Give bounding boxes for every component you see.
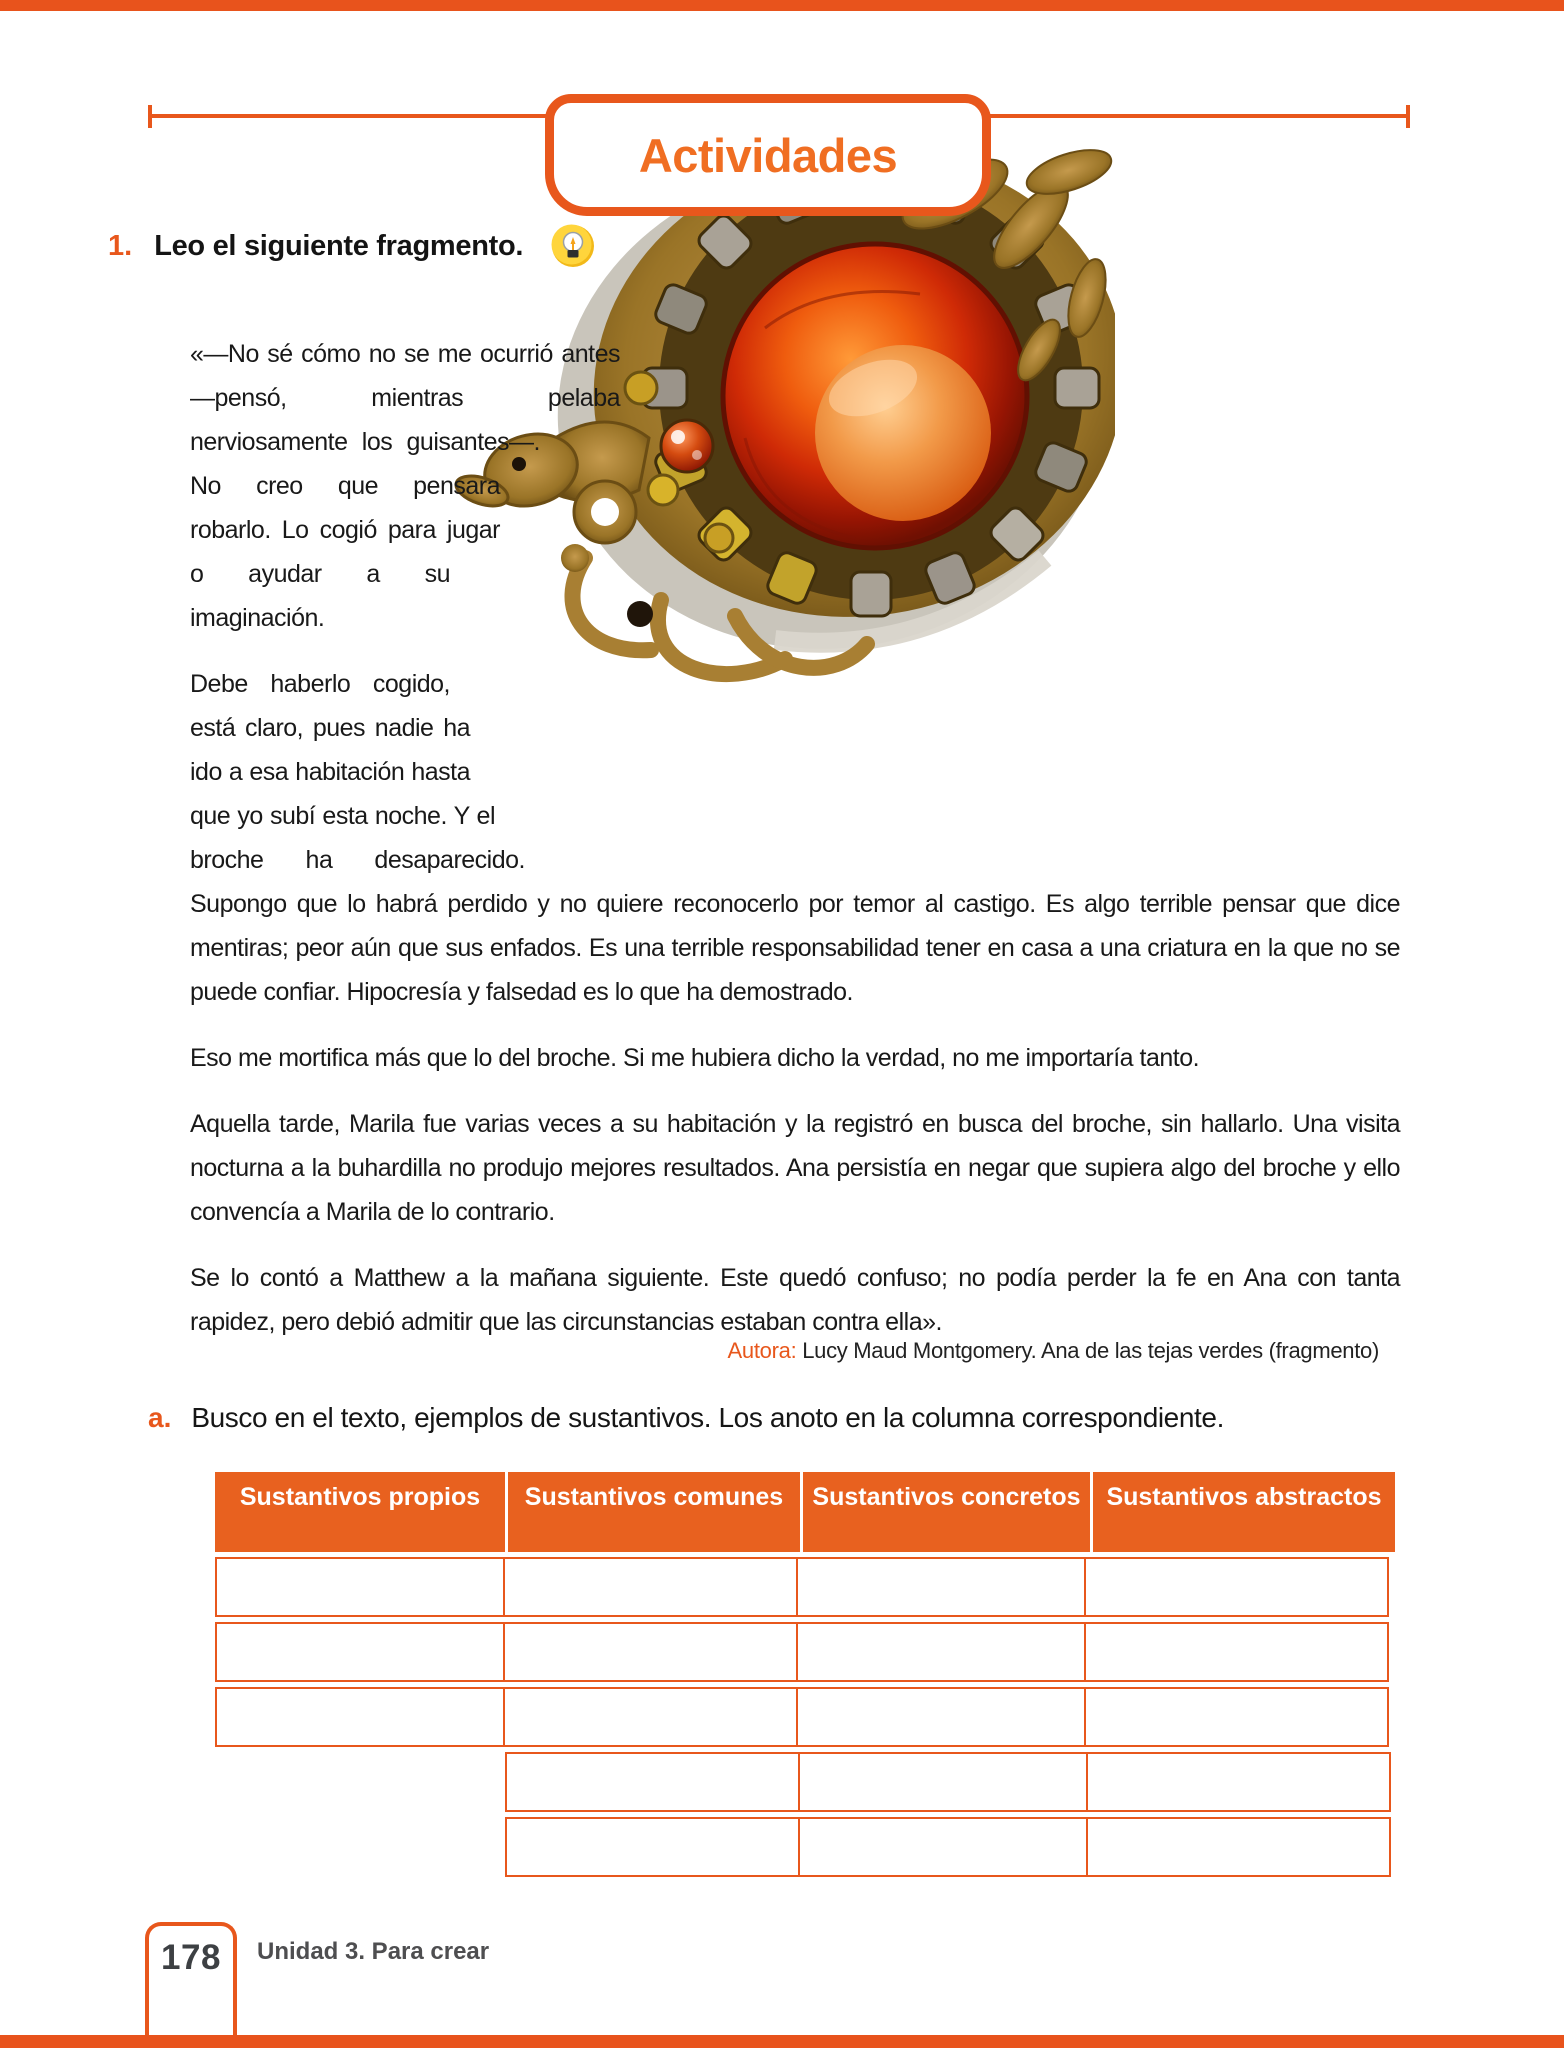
unit-label: Unidad 3. Para crear <box>257 1938 490 1965</box>
table-cell-empty <box>1086 1817 1391 1877</box>
fragment-paragraph: Aquella tarde, Marila fue varias veces a su habitación y la registró en busca del broche, sin hallarlo. Una visita nocturna a la buhardilla no produjo mejores resultados. Ana persistía en negar que supiera algo del broche y ello convencía a Marila de lo contrario. <box>190 1110 1400 1226</box>
text-wrap-spacer <box>470 664 1400 752</box>
activity-1 <box>108 224 595 268</box>
table-cell-empty <box>798 1752 1088 1812</box>
table-row <box>505 1752 1395 1812</box>
table-cell-empty <box>796 1687 1086 1747</box>
table-header-cell: Sustantivos concretos <box>800 1472 1090 1552</box>
sustantivos-table <box>215 1472 1395 1877</box>
table-cell-empty <box>215 1557 505 1617</box>
table-row <box>215 1687 1395 1747</box>
table-cell-empty <box>505 1817 800 1877</box>
fragment-paragraph: Debe haberlo cogido, está claro, pues nadie ha ido a esa habitación hasta que yo subí esta noche. Y el broche ha desaparecido. Supongo que lo habrá perdido y no quiere reconocerlo por temor al castigo. Es algo terrible pensar que dice mentiras; peor aún que sus enfados. Es una terrible responsabilidad tener en casa a una criatura en la que no se puede confiar. Hipocresía y falsedad es lo que ha demostrado. <box>190 670 1400 1006</box>
table-header-row <box>215 1472 1395 1552</box>
table-cell-empty <box>503 1622 798 1682</box>
lightbulb-icon <box>551 224 595 268</box>
table-cell-empty <box>505 1752 800 1812</box>
table-header-cell: Sustantivos abstractos <box>1090 1472 1395 1552</box>
text-wrap-spacer <box>495 752 1400 796</box>
table-header-cell: Sustantivos comunes <box>505 1472 800 1552</box>
table-cell-empty <box>503 1687 798 1747</box>
fragment-paragraph: «—No sé cómo no se me ocurrió antes —pensó, mientras pelaba nerviosamente los guisantes—. No creo que pensara robarlo. Lo cogió para jugar o ayudar a su imaginación. <box>190 340 620 632</box>
rule-left-tick <box>148 105 152 128</box>
table-cell-empty <box>1084 1557 1389 1617</box>
rule-right-tick <box>1406 105 1410 128</box>
reading-fragment <box>190 332 1400 1366</box>
section-title: Actividades <box>638 128 898 182</box>
text-wrap-spacer <box>450 552 1400 664</box>
fragment-paragraph: Eso me mortifica más que lo del broche. Si me hubiera dicho la verdad, no me importaría tanto. <box>190 1044 1200 1072</box>
bottom-edge-strip <box>0 2035 1564 2048</box>
table-cell-empty <box>1084 1622 1389 1682</box>
table-cell-empty <box>796 1622 1086 1682</box>
table-cell-empty <box>798 1817 1088 1877</box>
fragment-paragraph: Se lo contó a Matthew a la mañana siguiente. Este quedó confuso; no podía perder la fe en Ana con tanta rapidez, pero debió admitir que las circunstancias estaban contra ella». <box>190 1264 1400 1336</box>
table-cell-empty <box>1084 1687 1389 1747</box>
attribution <box>728 1338 1379 1364</box>
activity-a-letter: a. <box>148 1402 172 1433</box>
table-row <box>215 1622 1395 1682</box>
top-edge-strip <box>0 0 1564 11</box>
activity-a <box>148 1402 1224 1434</box>
text-wrap-spacer <box>565 840 1400 880</box>
table-row <box>505 1817 1395 1877</box>
section-title-box <box>545 94 991 216</box>
page-number-box <box>145 1922 237 2035</box>
table-cell-empty <box>1086 1752 1391 1812</box>
text-wrap-spacer <box>500 508 1400 552</box>
table-row <box>215 1557 1395 1617</box>
activity-1-number: 1. <box>108 229 133 262</box>
text-wrap-spacer <box>525 796 1400 840</box>
table-header-cell: Sustantivos propios <box>239 1483 481 1511</box>
page-number: 178 <box>161 1938 221 1977</box>
table-cell-empty <box>215 1687 505 1747</box>
activity-1-label: Leo el siguiente fragmento. <box>154 229 524 262</box>
table-cell-empty <box>796 1557 1086 1617</box>
attribution-text: Lucy Maud Montgomery. Ana de las tejas verdes (fragmento) <box>796 1338 1379 1363</box>
text-wrap-spacer <box>620 332 1400 420</box>
text-wrap-spacer <box>500 464 1400 508</box>
table-cell-empty <box>503 1557 798 1617</box>
table-cell-empty <box>215 1622 505 1682</box>
activity-a-label: Busco en el texto, ejemplos de sustantivos. Los anoto en la columna correspondiente. <box>191 1402 1224 1433</box>
attribution-label: Autora: <box>727 1338 797 1363</box>
text-wrap-spacer <box>540 420 1400 464</box>
